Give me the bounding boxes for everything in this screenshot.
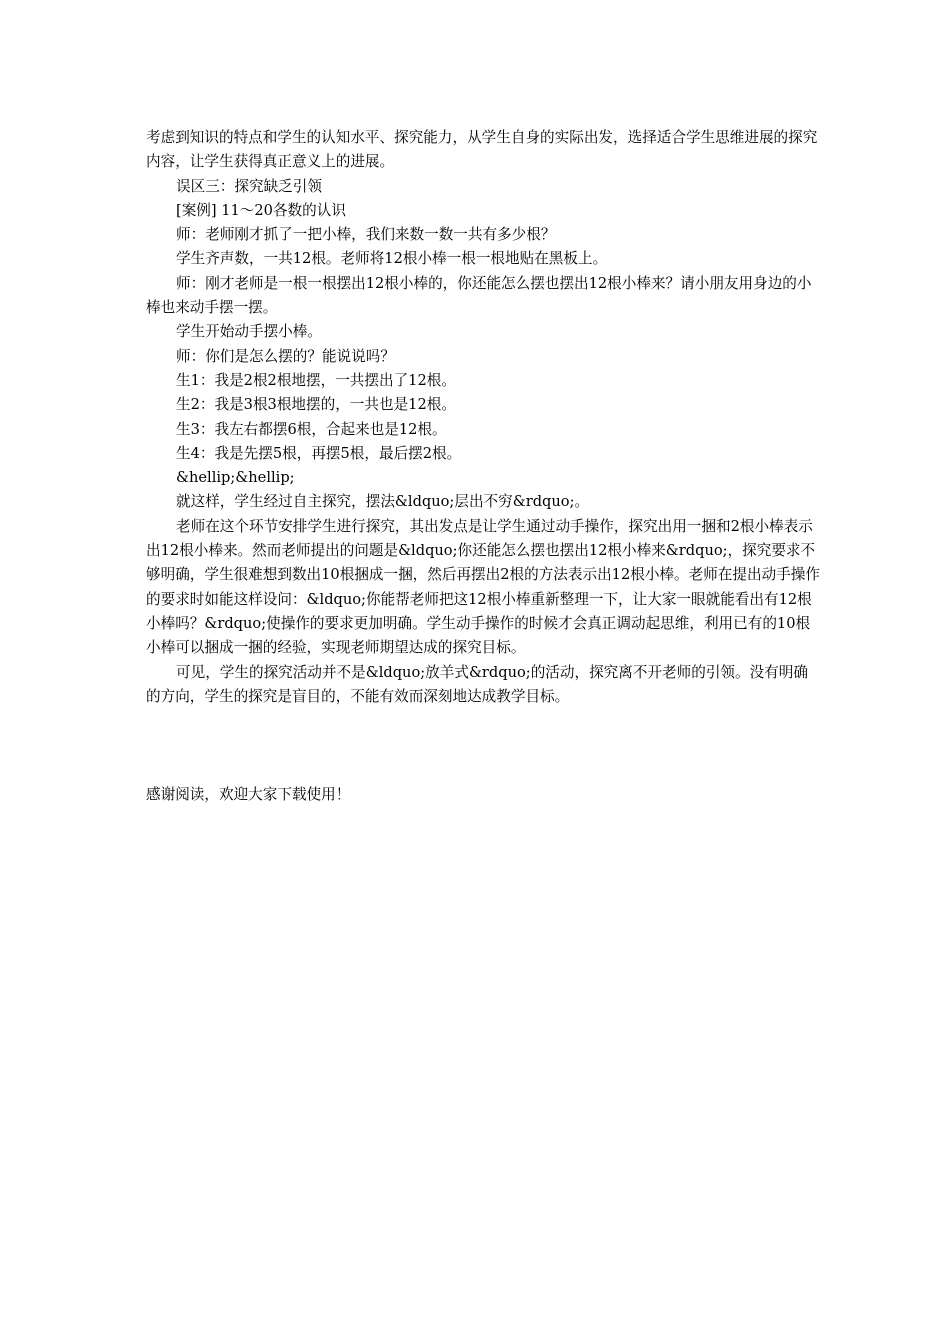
- paragraph-2: 误区三：探究缺乏引领: [176, 177, 322, 195]
- paragraph-1: 考虑到知识的特点和学生的认知水平、探究能力，从学生自身的实际出发，选择适合学生思维进展的探究内容，让学生获得真正意义上的进展。: [146, 129, 818, 171]
- paragraph-14: 就这样，学生经过自主探究，摆法&ldquo;层出不穷&rdquo;。: [176, 493, 590, 511]
- paragraph-5: 学生齐声数，一共12根。老师将12根小棒一根一根地贴在黑板上。: [176, 250, 608, 268]
- paragraph-4: 师：老师刚才抓了一把小棒，我们来数一数一共有多少根？: [176, 226, 556, 244]
- closing-note: 感谢阅读，欢迎大家下载使用！: [146, 786, 351, 804]
- paragraph-6: 师：刚才老师是一根一根摆出12根小棒的，你还能怎么摆也摆出12根小棒来？请小朋友用身边的小棒也来动手摆一摆。: [146, 274, 812, 317]
- paragraph-15: 老师在这个环节安排学生进行探究，其出发点是让学生通过动手操作，探究出用一捆和2根小棒表示出12根小棒来。然而老师提出的问题是&ldquo;你还能怎么摆也摆出12根小棒来&rdquo;，探究要求不够明确，学生很难想到数出10根捆成一捆，然后再摆出2根的方法表示出12根小棒。老师在提出动手操作的要求时如能这样设问：&ldquo;你能帮老师把这12根小棒重新整理一下，让大家一眼就能看出有12根小棒吗？&rdquo;使操作的要求更加明确。学生动手操作的时候才会真正调动起思维，利用已有的10根小棒可以捆成一捆的经验，实现老师期望达成的探究目标。: [146, 517, 820, 657]
- paragraph-16: 可见，学生的探究活动并不是&ldquo;放羊式&rdquo;的活动，探究离不开老师的引领。没有明确的方向，学生的探究是盲目的，不能有效而深刻地达成教学目标。: [146, 663, 808, 705]
- paragraph-7: 学生开始动手摆小棒。: [176, 323, 322, 341]
- spacer: [146, 709, 822, 783]
- paragraph-3: [案例] 11～20各数的认识: [176, 201, 346, 219]
- document-page: [146, 126, 822, 807]
- paragraph-9: 生1：我是2根2根地摆，一共摆出了12根。: [176, 371, 456, 389]
- paragraph-8: 师：你们是怎么摆的？能说说吗？: [176, 347, 395, 365]
- paragraph-10: 生2：我是3根3根地摆的，一共也是12根。: [176, 396, 456, 414]
- paragraph-12: 生4：我是先摆5根，再摆5根，最后摆2根。: [176, 444, 462, 462]
- paragraph-11: 生3：我左右都摆6根，合起来也是12根。: [176, 420, 447, 438]
- paragraph-13: &hellip;&hellip;: [176, 469, 295, 487]
